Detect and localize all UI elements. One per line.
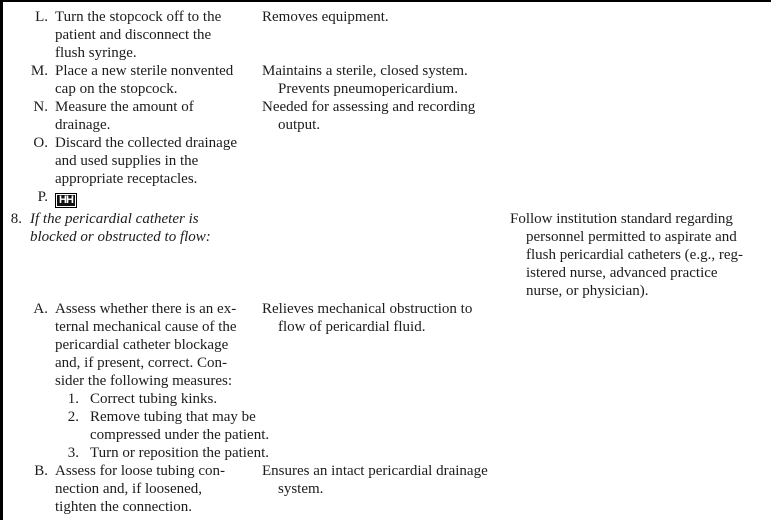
procedure-row xyxy=(3,62,771,98)
step-label: L. xyxy=(35,9,48,25)
mid-line: output. xyxy=(278,117,321,133)
procedure-row xyxy=(3,188,771,210)
step-label: P. xyxy=(37,189,48,205)
steps-column-cell xyxy=(3,462,262,516)
hand-hygiene-icon: HH xyxy=(55,193,77,208)
step-line: Remove tubing that may be xyxy=(90,409,256,425)
step-line: compressed under the patient. xyxy=(90,427,270,443)
right-line: istered nurse, advanced practice xyxy=(526,265,718,281)
mid-line: Needed for assessing and recording xyxy=(262,99,476,115)
rationale-column-cell xyxy=(262,8,510,26)
step-line: Assess whether there is an ex- xyxy=(55,301,237,317)
mid-line: Prevents pneumopericardium. xyxy=(278,81,458,97)
step-label: A. xyxy=(33,301,48,317)
step-block xyxy=(3,134,262,188)
step-block xyxy=(3,188,262,208)
mid-line: Ensures an intact pericardial drainage xyxy=(262,463,488,479)
step-line: Turn the stopcock off to the xyxy=(55,9,222,25)
step-line: appropriate receptacles. xyxy=(55,171,198,187)
procedure-row xyxy=(3,134,771,188)
step-block xyxy=(3,98,262,134)
step-block xyxy=(3,210,262,246)
step-line: If the pericardial catheter is xyxy=(30,211,199,227)
step-block xyxy=(3,408,270,444)
procedure-row xyxy=(3,462,771,516)
mid-line: Maintains a sterile, closed system. xyxy=(262,63,468,79)
steps-column-cell xyxy=(3,8,262,62)
step-label: 2. xyxy=(67,409,79,425)
step-line: Place a new sterile nonvented xyxy=(55,63,234,79)
step-label: 1. xyxy=(67,391,79,407)
mid-line: Relieves mechanical obstruction to xyxy=(262,301,473,317)
steps-column-cell xyxy=(3,134,262,188)
step-line: nection and, if loosened, xyxy=(55,481,203,497)
step-label: B. xyxy=(34,463,48,479)
step-line: cap on the stopcock. xyxy=(55,81,178,97)
step-block xyxy=(3,300,262,390)
right-line: flush pericardial catheters (e.g., reg- xyxy=(526,247,743,263)
rationale-column-cell xyxy=(262,98,510,134)
right-line: personnel permitted to aspirate and xyxy=(526,229,737,245)
step-line: blocked or obstructed to flow: xyxy=(30,229,211,245)
mid-line: Removes equipment. xyxy=(262,9,389,25)
step-line: Turn or reposition the patient. xyxy=(90,445,270,461)
step-label: N. xyxy=(33,99,48,115)
mid-line: flow of pericardial fluid. xyxy=(278,319,426,335)
step-block xyxy=(3,8,262,62)
step-line: Discard the collected drainage xyxy=(55,135,237,151)
procedure-row xyxy=(3,210,771,300)
procedure-table xyxy=(3,8,771,516)
step-line: sider the following measures: xyxy=(55,373,233,389)
step-label: 8. xyxy=(10,211,22,227)
rationale-column-cell xyxy=(262,62,510,98)
step-line: flush syringe. xyxy=(55,45,137,61)
step-line: Measure the amount of xyxy=(55,99,194,115)
step-line: drainage. xyxy=(55,117,111,133)
rationale-column-cell xyxy=(262,462,510,498)
steps-column-cell xyxy=(3,98,262,134)
step-label: M. xyxy=(30,63,48,79)
step-block xyxy=(3,444,270,462)
step-line: and used supplies in the xyxy=(55,153,199,169)
step-block xyxy=(3,62,262,98)
procedure-row xyxy=(3,98,771,134)
step-line: pericardial catheter blockage xyxy=(55,337,229,353)
steps-column-cell xyxy=(3,210,262,246)
steps-column-cell xyxy=(3,188,262,208)
step-label: 3. xyxy=(67,445,79,461)
rationale-column-cell xyxy=(262,300,510,336)
step-line: tighten the connection. xyxy=(55,499,193,515)
step-line: Assess for loose tubing con- xyxy=(55,463,225,479)
procedure-row xyxy=(3,300,771,462)
considerations-column-cell xyxy=(510,210,771,300)
step-label: O. xyxy=(33,135,48,151)
step-line: Correct tubing kinks. xyxy=(90,391,218,407)
steps-column-cell xyxy=(3,300,270,462)
mid-line: system. xyxy=(278,481,324,497)
step-block xyxy=(3,462,262,516)
procedure-row xyxy=(3,8,771,62)
step-line: and, if present, correct. Con- xyxy=(55,355,228,371)
steps-column-cell xyxy=(3,62,262,98)
step-line: ternal mechanical cause of the xyxy=(55,319,237,335)
right-line: nurse, or physician). xyxy=(526,283,649,299)
step-block xyxy=(3,390,262,408)
right-line: Follow institution standard regarding xyxy=(510,211,733,227)
step-line: patient and disconnect the xyxy=(55,27,212,43)
